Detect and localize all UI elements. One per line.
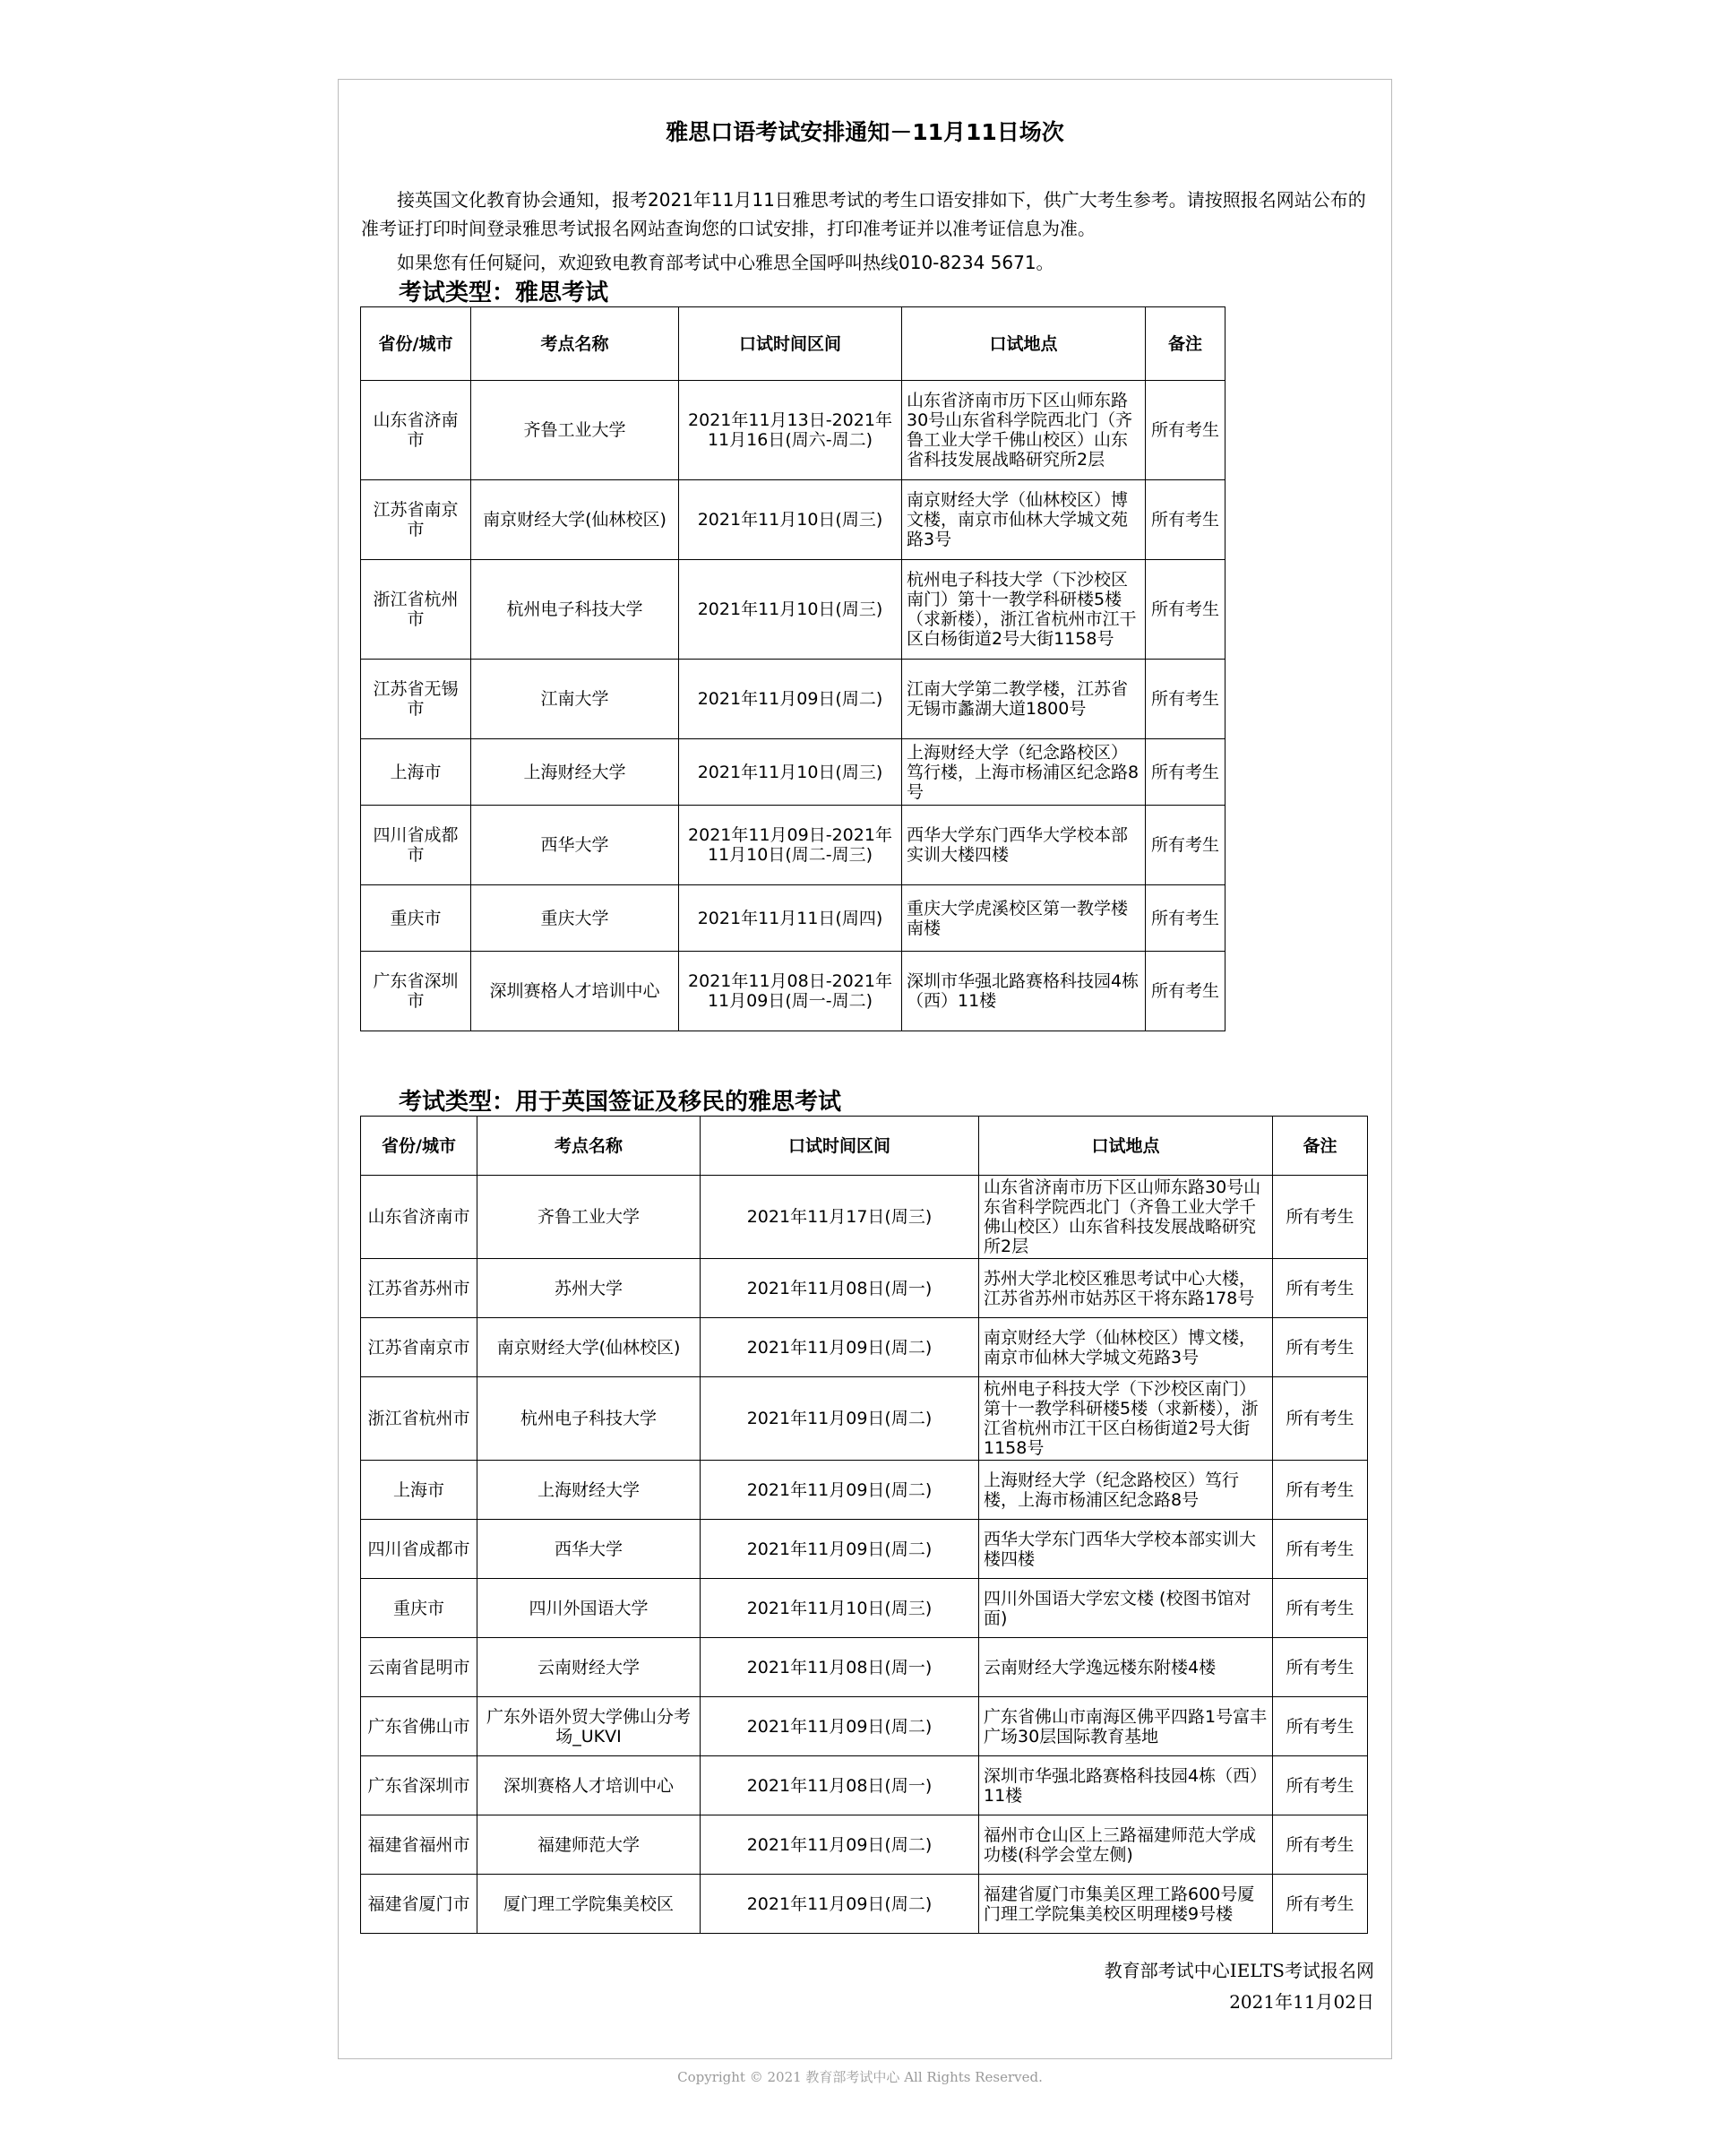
header-note: 备注	[1146, 307, 1226, 381]
section2-heading: 考试类型：用于英国签证及移民的雅思考试	[399, 1089, 842, 1116]
cell-venue: 四川外国语大学	[477, 1579, 701, 1638]
cell-address: 广东省佛山市南海区佛平四路1号富丰广场30层国际教育基地	[979, 1697, 1273, 1756]
cell-address: 四川外国语大学宏文楼 (校图书馆对面)	[979, 1579, 1273, 1638]
cell-note: 所有考生	[1146, 381, 1226, 480]
header-venue: 考点名称	[471, 307, 679, 381]
cell-time: 2021年11月08日(周一)	[701, 1756, 979, 1815]
cell-address: 上海财经大学（纪念路校区）笃行楼，上海市杨浦区纪念路8号	[902, 739, 1146, 806]
cell-city: 江苏省苏州市	[361, 1259, 477, 1318]
table-row	[361, 806, 1226, 885]
cell-time: 2021年11月08日-2021年11月09日(周一-周二)	[679, 952, 902, 1031]
cell-address: 福建省厦门市集美区理工路600号厦门理工学院集美校区明理楼9号楼	[979, 1875, 1273, 1934]
cell-city: 江苏省南京市	[361, 480, 471, 560]
header-address: 口试地点	[979, 1117, 1273, 1176]
table-row	[361, 1176, 1368, 1259]
page-title: 雅思口语考试安排通知－11月11日场次	[666, 119, 1064, 145]
cell-note: 所有考生	[1273, 1318, 1368, 1377]
cell-venue: 苏州大学	[477, 1259, 701, 1318]
schedule-table-ukvi	[360, 1116, 1368, 1934]
cell-address: 深圳市华强北路赛格科技园4栋（西）11楼	[902, 952, 1146, 1031]
cell-note: 所有考生	[1273, 1815, 1368, 1875]
cell-address: 云南财经大学逸远楼东附楼4楼	[979, 1638, 1273, 1697]
table-row	[361, 885, 1226, 952]
table-body	[361, 1176, 1368, 1934]
cell-time: 2021年11月10日(周三)	[679, 480, 902, 560]
header-venue: 考点名称	[477, 1117, 701, 1176]
hotline-paragraph: 如果您有任何疑问，欢迎致电教育部考试中心雅思全国呼叫热线010-8234 5671。	[397, 252, 1054, 273]
table-row	[361, 1318, 1368, 1377]
cell-city: 江苏省无锡市	[361, 660, 471, 739]
cell-note: 所有考生	[1273, 1579, 1368, 1638]
cell-address: 西华大学东门西华大学校本部实训大楼四楼	[902, 806, 1146, 885]
cell-venue: 福建师范大学	[477, 1815, 701, 1875]
table-row	[361, 1815, 1368, 1875]
cell-venue: 上海财经大学	[477, 1461, 701, 1520]
cell-note: 所有考生	[1273, 1520, 1368, 1579]
cell-city: 福建省厦门市	[361, 1875, 477, 1934]
header-note: 备注	[1273, 1117, 1368, 1176]
cell-note: 所有考生	[1273, 1176, 1368, 1259]
cell-address: 福州市仓山区上三路福建师范大学成功楼(科学会堂左侧)	[979, 1815, 1273, 1875]
header-time: 口试时间区间	[679, 307, 902, 381]
cell-time: 2021年11月08日(周一)	[701, 1259, 979, 1318]
cell-time: 2021年11月09日(周二)	[701, 1461, 979, 1520]
cell-city: 四川省成都市	[361, 1520, 477, 1579]
cell-time: 2021年11月09日(周二)	[701, 1815, 979, 1875]
table-row	[361, 1697, 1368, 1756]
cell-city: 江苏省南京市	[361, 1318, 477, 1377]
cell-time: 2021年11月13日-2021年11月16日(周六-周二)	[679, 381, 902, 480]
cell-time: 2021年11月10日(周三)	[701, 1579, 979, 1638]
cell-city: 云南省昆明市	[361, 1638, 477, 1697]
cell-venue: 南京财经大学(仙林校区)	[477, 1318, 701, 1377]
table-row	[361, 1520, 1368, 1579]
cell-city: 四川省成都市	[361, 806, 471, 885]
table-row	[361, 1579, 1368, 1638]
cell-address: 重庆大学虎溪校区第一教学楼南楼	[902, 885, 1146, 952]
cell-venue: 上海财经大学	[471, 739, 679, 806]
cell-venue: 深圳赛格人才培训中心	[477, 1756, 701, 1815]
table-row	[361, 1875, 1368, 1934]
cell-note: 所有考生	[1273, 1875, 1368, 1934]
cell-time: 2021年11月10日(周三)	[679, 739, 902, 806]
intro-paragraph: 接英国文化教育协会通知，报考2021年11月11日雅思考试的考生口语安排如下，供广大考生参考。请按照报名网站公布的准考证打印时间登录雅思考试报名网站查询您的口试安排，打印准考证并以准考证信息为准。	[361, 189, 1366, 239]
cell-address: 深圳市华强北路赛格科技园4栋（西）11楼	[979, 1756, 1273, 1815]
cell-city: 山东省济南市	[361, 1176, 477, 1259]
schedule-table-ielts	[360, 306, 1226, 1031]
cell-note: 所有考生	[1146, 739, 1226, 806]
cell-address: 南京财经大学（仙林校区）博文楼，南京市仙林大学城文苑路3号	[902, 480, 1146, 560]
cell-venue: 厦门理工学院集美校区	[477, 1875, 701, 1934]
cell-time: 2021年11月17日(周三)	[701, 1176, 979, 1259]
header-city: 省份/城市	[361, 1117, 477, 1176]
cell-venue: 重庆大学	[471, 885, 679, 952]
cell-venue: 云南财经大学	[477, 1638, 701, 1697]
table-row	[361, 1756, 1368, 1815]
cell-note: 所有考生	[1273, 1259, 1368, 1318]
table-row	[361, 560, 1226, 660]
cell-note: 所有考生	[1273, 1638, 1368, 1697]
cell-note: 所有考生	[1146, 885, 1226, 952]
cell-address: 山东省济南市历下区山师东路30号山东省科学院西北门（齐鲁工业大学千佛山校区）山东省科技发展战略研究所2层	[902, 381, 1146, 480]
cell-note: 所有考生	[1146, 806, 1226, 885]
cell-note: 所有考生	[1146, 952, 1226, 1031]
cell-city: 重庆市	[361, 1579, 477, 1638]
cell-city: 广东省深圳市	[361, 952, 471, 1031]
table-row	[361, 952, 1226, 1031]
table-row	[361, 660, 1226, 739]
cell-venue: 齐鲁工业大学	[471, 381, 679, 480]
cell-city: 上海市	[361, 739, 471, 806]
cell-note: 所有考生	[1146, 480, 1226, 560]
cell-address: 苏州大学北校区雅思考试中心大楼，江苏省苏州市姑苏区干将东路178号	[979, 1259, 1273, 1318]
cell-time: 2021年11月09日(周二)	[701, 1377, 979, 1461]
cell-time: 2021年11月09日(周二)	[701, 1697, 979, 1756]
table-row	[361, 1461, 1368, 1520]
cell-venue: 广东外语外贸大学佛山分考场_UKVI	[477, 1697, 701, 1756]
cell-time: 2021年11月09日(周二)	[701, 1318, 979, 1377]
cell-venue: 西华大学	[471, 806, 679, 885]
table-header-row	[361, 307, 1226, 381]
cell-city: 重庆市	[361, 885, 471, 952]
cell-time: 2021年11月10日(周三)	[679, 560, 902, 660]
cell-note: 所有考生	[1273, 1697, 1368, 1756]
cell-time: 2021年11月09日(周二)	[679, 660, 902, 739]
cell-time: 2021年11月08日(周一)	[701, 1638, 979, 1697]
cell-venue: 齐鲁工业大学	[477, 1176, 701, 1259]
table-row	[361, 1259, 1368, 1318]
table-row	[361, 1638, 1368, 1697]
cell-venue: 杭州电子科技大学	[471, 560, 679, 660]
table-row	[361, 739, 1226, 806]
cell-city: 山东省济南市	[361, 381, 471, 480]
table-header-row	[361, 1117, 1368, 1176]
cell-venue: 杭州电子科技大学	[477, 1377, 701, 1461]
table-row	[361, 381, 1226, 480]
cell-venue: 南京财经大学(仙林校区)	[471, 480, 679, 560]
cell-address: 江南大学第二教学楼，江苏省无锡市蠡湖大道1800号	[902, 660, 1146, 739]
cell-time: 2021年11月11日(周四)	[679, 885, 902, 952]
header-address: 口试地点	[902, 307, 1146, 381]
cell-address: 上海财经大学（纪念路校区）笃行楼，上海市杨浦区纪念路8号	[979, 1461, 1273, 1520]
cell-note: 所有考生	[1273, 1377, 1368, 1461]
cell-note: 所有考生	[1146, 660, 1226, 739]
cell-note: 所有考生	[1273, 1461, 1368, 1520]
copyright-footer: Copyright © 2021 教育部考试中心 All Rights Reserved.	[677, 2069, 1043, 2085]
cell-time: 2021年11月09日-2021年11月10日(周二-周三)	[679, 806, 902, 885]
cell-time: 2021年11月09日(周二)	[701, 1520, 979, 1579]
table-row	[361, 1377, 1368, 1461]
cell-city: 广东省佛山市	[361, 1697, 477, 1756]
header-time: 口试时间区间	[701, 1117, 979, 1176]
table-row	[361, 480, 1226, 560]
cell-city: 福建省福州市	[361, 1815, 477, 1875]
cell-venue: 江南大学	[471, 660, 679, 739]
cell-city: 浙江省杭州市	[361, 560, 471, 660]
cell-city: 上海市	[361, 1461, 477, 1520]
cell-time: 2021年11月09日(周二)	[701, 1875, 979, 1934]
cell-city: 浙江省杭州市	[361, 1377, 477, 1461]
cell-venue: 深圳赛格人才培训中心	[471, 952, 679, 1031]
cell-address: 山东省济南市历下区山师东路30号山东省科学院西北门（齐鲁工业大学千佛山校区）山东省科技发展战略研究所2层	[979, 1176, 1273, 1259]
cell-note: 所有考生	[1146, 560, 1226, 660]
cell-address: 杭州电子科技大学（下沙校区南门）第十一教学科研楼5楼（求新楼），浙江省杭州市江干区白杨街道2号大街1158号	[902, 560, 1146, 660]
section1-heading: 考试类型：雅思考试	[399, 280, 609, 306]
signature-date: 2021年11月02日	[1229, 1991, 1374, 2013]
cell-address: 杭州电子科技大学（下沙校区南门）第十一教学科研楼5楼（求新楼），浙江省杭州市江干区白杨街道2号大街1158号	[979, 1377, 1273, 1461]
header-city: 省份/城市	[361, 307, 471, 381]
signature-org: 教育部考试中心IELTS考试报名网	[1104, 1960, 1374, 1981]
table-body	[361, 381, 1226, 1031]
cell-city: 广东省深圳市	[361, 1756, 477, 1815]
cell-address: 西华大学东门西华大学校本部实训大楼四楼	[979, 1520, 1273, 1579]
cell-venue: 西华大学	[477, 1520, 701, 1579]
cell-address: 南京财经大学（仙林校区）博文楼，南京市仙林大学城文苑路3号	[979, 1318, 1273, 1377]
cell-note: 所有考生	[1273, 1756, 1368, 1815]
